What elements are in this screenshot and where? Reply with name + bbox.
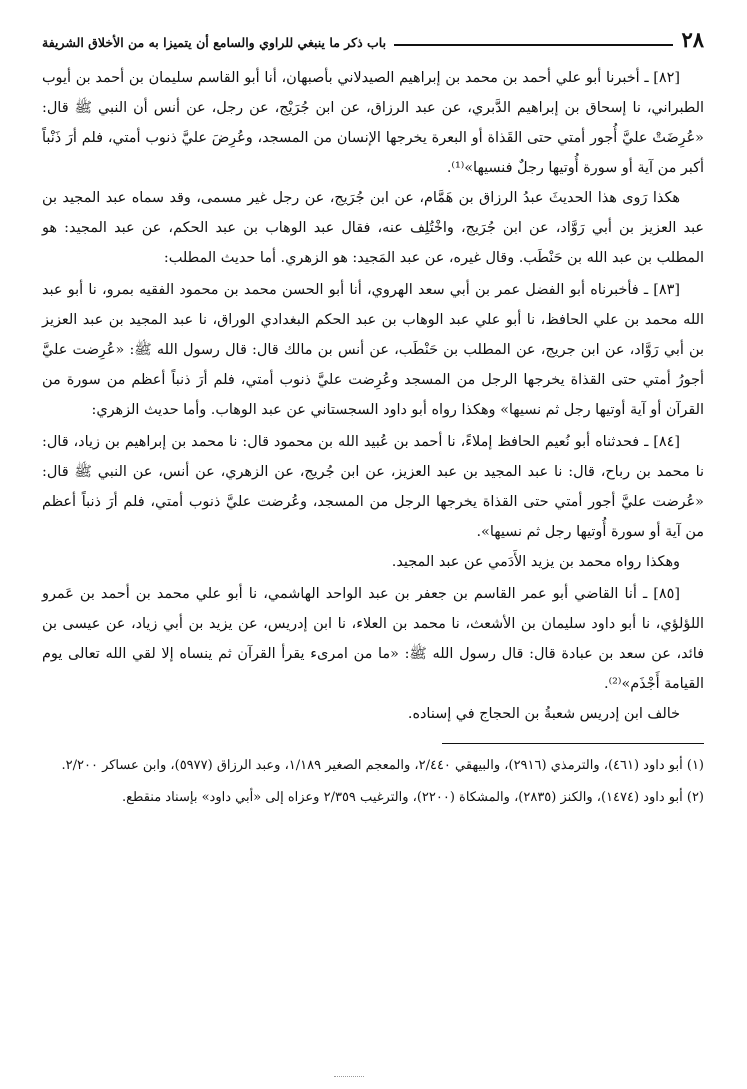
commentary-84: وهكذا رواه محمد بن يزيد الأَدَمي عن عبد المجيد.	[391, 554, 680, 570]
hadith-85: [٨٥] ـ أنا القاضي أبو عمر القاسم بن جعفر بن عبد الواحد الهاشمي، نا أبو علي محمد بن أحمد بن عَمرو اللؤلؤي، نا أبو داود سليمان بن الأشعث، نا محمد بن العلاء، نا ابن إدريس، عن يزيد بن أبي زياد، عن عيسى بن فائد، عن سعد بن عبادة قال: قال رسول الله ﷺ: «ما من امرىء يقرأ القرآن ثم ينساه إلا لقي الله تعالى يوم القيامة أَجْذَم»⁽²⁾.	[42, 586, 704, 692]
scan-artifact	[334, 1076, 364, 1080]
running-header	[42, 22, 704, 53]
footnote-separator	[442, 743, 704, 744]
page-number: ٢٨	[681, 27, 704, 52]
hadith-82: [٨٢] ـ أخبرنا أبو علي أحمد بن محمد بن إبراهيم الصيدلاني بأصبهان، أنا أبو القاسم سليمان بن أحمد بن أيوب الطبراني، نا إسحاق بن إبراهيم الدَّبري، عن عبد الرزاق، عن ابن جُرَيْج، عن رجل، عن أنس أن النبي ﷺ قال: «عُرِضَتْ عليَّ أُجور أمتي حتى القَذاة أو البعرة يخرجها الإنسان من المسجد، وعُرِضَ عليَّ ذنوب أمتي، فلم أرَ ذَنْباً أكبر من آية أو سورة أُوتيها رجلٌ فنسيها»⁽¹⁾.	[42, 70, 704, 176]
book-page	[42, 22, 704, 818]
footnotes	[42, 754, 704, 810]
hadith-83: [٨٣] ـ فأخبرناه أبو الفضل عمر بن أبي سعد الهروي، أنا أبو الحسن محمد بن محمود الفقيه بمرو، نا أبو عبد الله محمد بن علي الحافظ، نا أبو علي عبد الوهاب بن عبد الحكم البغدادي الوراق، نا عبد المجيد بن عبد العزيز بن أبي رَوَّاد، عن ابن جريج، عن المطلب بن حَنْطَب، عن أنس بن مالك قال: قال رسول الله ﷺ: «عُرِضت عليَّ أجورُ أمتي حتى القذاة يخرجها الرجل من المسجد وعُرِضت عليَّ ذنوب أمتي، فلم أرَ ذنباً أعظم من سورة من القرآن أو آية أوتيها رجل ثم نسيها» وهكذا رواه أبو داود السجستاني عن عبد الوهاب. وأما حديث الزهري:	[42, 282, 704, 418]
main-text	[42, 63, 704, 729]
chapter-title: باب ذكر ما ينبغي للراوي والسامع أن يتميزا به من الأخلاق الشريفة	[42, 35, 387, 50]
footnote-2: (٢) أبو داود (١٤٧٤)، والكنز (٢٨٣٥)، والمشكاة (٢٢٠٠)، والترغيب ٢/٣٥٩ وعزاه إلى «أبي داود» بإسناد منقطع.	[122, 790, 704, 805]
footnote-1: (١) أبو داود (٤٦١)، والترمذي (٢٩١٦)، والبيهقي ٢/٤٤٠، والمعجم الصغير ١/١٨٩، وعبد الرزاق (٥٩٧٧)، وابن عساكر ٢/٢٠٠.	[61, 758, 704, 773]
hadith-84: [٨٤] ـ فحدثناه أبو نُعيم الحافظ إملاءً، نا أحمد بن عُبيد الله بن محمود قال: نا محمد بن إبراهيم بن زياد، قال: نا محمد بن رباح، قال: نا عبد المجيد بن عبد العزيز، عن ابن جُريج، عن الزهري، عن أنس، عن النبي ﷺ قال: «عُرضت عليَّ أجور أمتي حتى القذاة يخرجها الرجل من المسجد، وعُرضت عليَّ ذنوب أمتي، فلم أرَ ذنباً أعظم من آية أو سورة أُوتيها رجل ثم نسيها».	[42, 434, 704, 540]
header-rule	[394, 44, 673, 46]
commentary-85: خالف ابن إدريس شعبةُ بن الحجاج في إسناده.	[407, 706, 680, 722]
commentary-82: هكذا رَوى هذا الحديثَ عبدُ الرزاق بن هَمَّام، عن ابن جُرَيج، عن رجل غير مسمى، وقد سماه عبد المجيد بن عبد العزيز بن أبي رَوَّاد، عن ابن جُرَيج، واخْتُلِف عنه، فقال عبد الوهاب بن عبد الحكم، عن عبد المجيد: هو المطلب بن عبد الله بن حَنْطَب. وقال غيره، عن عبد المَجيد: هو الزهري. أما حديث المطلب:	[42, 190, 704, 266]
